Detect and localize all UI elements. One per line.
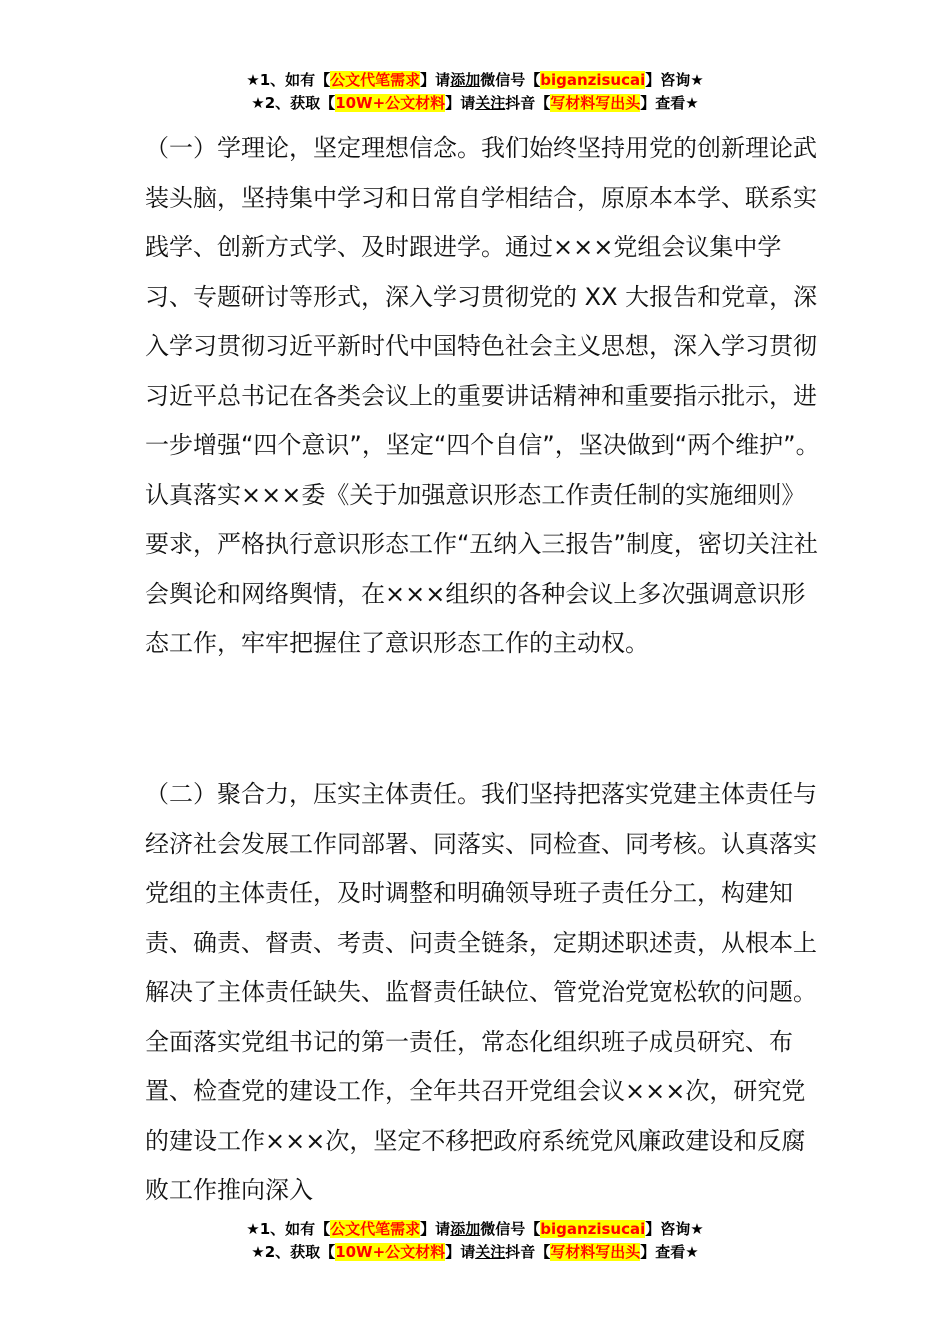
footer-line1-highlight-wechat: biganzisucai (540, 1220, 646, 1238)
header-line1-highlight-wechat: biganzisucai (540, 71, 646, 89)
footer-banner (0, 1218, 950, 1264)
header-line2-highlight-douyin: 写材料写出头 (550, 94, 641, 112)
footer-line1-text-d: 】咨询★ (645, 1220, 704, 1238)
footer-banner-line-2 (0, 1241, 950, 1264)
footer-banner-line-1 (0, 1218, 950, 1241)
header-line2-underlined: 关注 (475, 94, 506, 112)
header-banner (0, 69, 950, 115)
footer-line2-text-a: ★2、获取【 (251, 1243, 336, 1261)
footer-line2-highlight-materials: 10W+公文材料 (335, 1243, 446, 1261)
footer-line2-text-d: 】查看★ (640, 1243, 699, 1261)
footer-line1-text-a: ★1、如有【 (246, 1220, 331, 1238)
header-line1-text-c: 微信号【 (480, 71, 541, 89)
header-line2-highlight-materials: 10W+公文材料 (335, 94, 446, 112)
header-line1-text-a: ★1、如有【 (246, 71, 331, 89)
header-line1-text-d: 】咨询★ (645, 71, 704, 89)
paragraph-main-responsibility: （二）聚合力，压实主体责任。我们坚持把落实党建主体责任与经济社会发展工作同部署、同落实、同检查、同考核。认真落实党组的主体责任，及时调整和明确领导班子责任分工，构建知责、确责、督责、考责、问责全链条，定期述职述责，从根本上解决了主体责任缺失、监督责任缺位、管党治党宽松软的问题。全面落实党组书记的第一责任，常态化组织班子成员研究、布置、检查党的建设工作，全年共召开党组会议×××次，研究党的建设工作×××次，坚定不移把政府系统党风廉政建设和反腐败工作推向深入 (145, 780, 817, 1204)
footer-line1-highlight-service: 公文代笔需求 (330, 1220, 421, 1238)
footer-line2-highlight-douyin: 写材料写出头 (550, 1243, 641, 1261)
header-banner-line-2 (0, 92, 950, 115)
header-line2-text-d: 】查看★ (640, 94, 699, 112)
footer-line2-text-c: 抖音【 (505, 1243, 551, 1261)
header-line2-text-a: ★2、获取【 (251, 94, 336, 112)
footer-line2-text-b: 】请 (445, 1243, 476, 1261)
footer-line1-text-b: 】请 (420, 1220, 451, 1238)
footer-line2-underlined: 关注 (475, 1243, 506, 1261)
header-banner-line-1 (0, 69, 950, 92)
footer-line1-text-c: 微信号【 (480, 1220, 541, 1238)
header-line1-underlined: 添加 (450, 71, 481, 89)
footer-line1-underlined: 添加 (450, 1220, 481, 1238)
header-line1-text-b: 】请 (420, 71, 451, 89)
header-line2-text-b: 】请 (445, 94, 476, 112)
header-line2-text-c: 抖音【 (505, 94, 551, 112)
header-line1-highlight-service: 公文代笔需求 (330, 71, 421, 89)
paragraph-study-theory: （一）学理论，坚定理想信念。我们始终坚持用党的创新理论武装头脑，坚持集中学习和日常自学相结合，原原本本学、联系实践学、创新方式学、及时跟进学。通过×××党组会议集中学习、专题研讨等形式，深入学习贯彻党的 XX 大报告和党章，深入学习贯彻习近平新时代中国特色社会主义思想，深入学习贯彻习近平总书记在各类会议上的重要讲话精神和重要指示批示，进一步增强“四个意识”，坚定“四个自信”，坚决做到“两个维护”。认真落实×××委《关于加强意识形态工作责任制的实施细则》要求，严格执行意识形态工作“五纳入三报告”制度，密切关注社会舆论和网络舆情，在×××组织的各种会议上多次强调意识形态工作，牢牢把握住了意识形态工作的主动权。 (145, 134, 820, 657)
